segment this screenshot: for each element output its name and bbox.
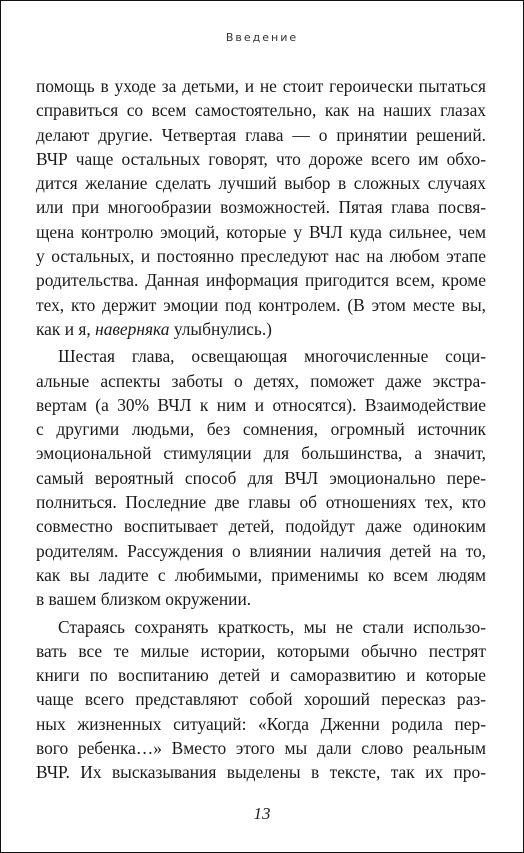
text-line: вать все те милые истории, которыми обычно пестрят bbox=[36, 640, 486, 661]
body-text bbox=[36, 74, 486, 785]
text-line: вого ребенка…» Вместо этого мы дали слово реальным bbox=[36, 738, 486, 759]
emphasis: наверняка bbox=[95, 318, 170, 339]
text-line: дится желание сделать лучший выбор в сложных случаях bbox=[36, 173, 486, 194]
text-line: тех, кто держит эмоции под контролем. (В этом месте вы, bbox=[36, 294, 486, 315]
text-line: совместно воспитывает детей, подойдут даже одиноким bbox=[36, 516, 486, 537]
text-line: делают другие. Четвертая глава — о принятии решений. bbox=[36, 124, 486, 145]
text-line: полниться. Последние две главы об отношениях тех, кто bbox=[36, 492, 486, 513]
text-line: Шестая глава, освещающая многочисленные соци- bbox=[58, 346, 486, 367]
text-line: родителям. Рассуждения о влиянии наличия детей на то, bbox=[36, 540, 486, 561]
text-line: альные аспекты заботы о детях, поможет даже экстра- bbox=[36, 370, 486, 391]
text-line: родительства. Данная информация пригодится всем, кроме bbox=[36, 270, 486, 291]
text-line: с другими людьми, без сомнения, огромный источник bbox=[36, 419, 486, 440]
text-line: Стараясь сохранять краткость, мы не стали использо- bbox=[58, 616, 486, 637]
text-line: ных жизненных ситуаций: «Когда Дженни родила пер- bbox=[36, 713, 486, 734]
text-line: вертам (а 30% ВЧЛ к ним и относятся). Взаимодействие bbox=[36, 394, 486, 415]
text-line: ВЧР чаще остальных говорят, что дороже всего им обхо- bbox=[36, 148, 486, 169]
text-fragment: улыбнулись.) bbox=[169, 318, 272, 339]
page-number: 13 bbox=[253, 804, 271, 823]
text-line: самый вероятный способ для ВЧЛ эмоционально пере- bbox=[36, 467, 486, 488]
paragraph-1 bbox=[36, 74, 486, 341]
text-line: чаще всего представляют собой хороший пересказ раз- bbox=[36, 689, 486, 710]
text-line: помощь в уходе за детьми, и не стоит героически пытаться bbox=[36, 76, 486, 96]
text-line: справиться со всем самостоятельно, как на наших глазах bbox=[36, 100, 486, 121]
text-line: или при многообразии возможностей. Пятая глава посвя- bbox=[36, 197, 486, 218]
text-line: щена контролю эмоций, которые у ВЧЛ куда сильнее, чем bbox=[36, 221, 486, 242]
text-line: книги по воспитанию детей и саморазвитию и которые bbox=[36, 665, 486, 686]
text-line bbox=[36, 317, 486, 341]
paragraph-3 bbox=[36, 615, 486, 785]
text-line: ВЧР. Их высказывания выделены в тексте, так их про- bbox=[36, 762, 486, 783]
text-fragment: как и я, bbox=[36, 318, 96, 339]
paragraph-2 bbox=[36, 344, 486, 611]
running-head: Введение bbox=[225, 31, 299, 44]
text-line: как вы ладите с любимыми, применимы ко всем людям bbox=[36, 564, 486, 585]
text-line: в вашем близком окружении. bbox=[36, 589, 252, 610]
text-line: эмоциональной стимуляции для большинства, а значит, bbox=[36, 443, 486, 464]
text-line: у остальных, и постоянно преследуют нас на любом этапе bbox=[36, 246, 486, 267]
